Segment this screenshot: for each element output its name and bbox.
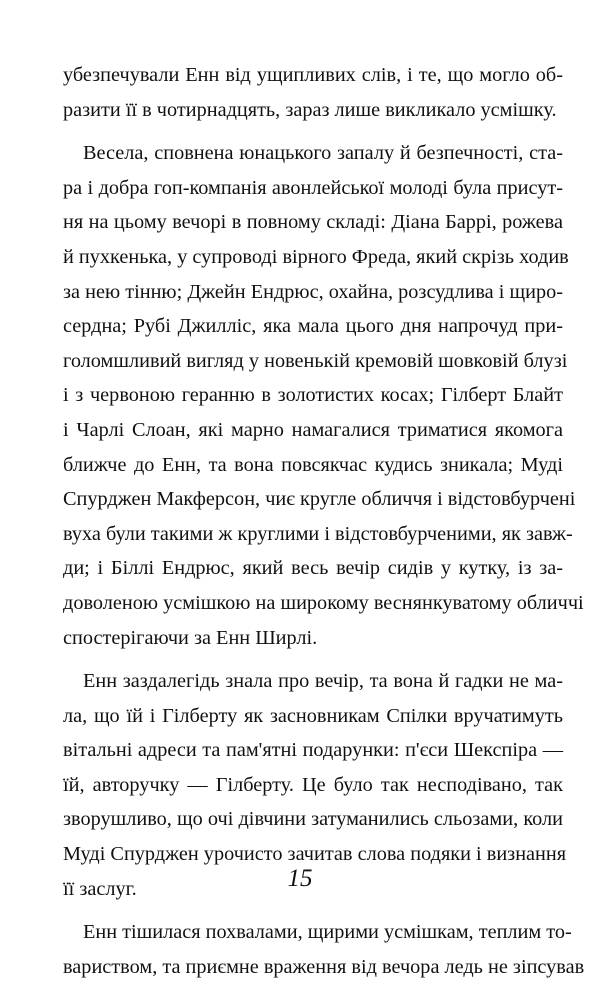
text-line: за нею тінню; Джейн Ендрюс, охайна, розсудлива і щиро- xyxy=(63,280,563,303)
paragraph-2 xyxy=(63,136,584,655)
text-line: ла, що їй і Гілберту як засновникам Спілки вручатимуть xyxy=(63,704,563,727)
text-line: сердна; Рубі Джилліс, яка мала цього дня напрочуд при- xyxy=(63,315,563,338)
text-line: і Чарлі Слоан, які марно намагалися триматися якомога xyxy=(63,418,563,441)
text-line: ди; і Біллі Ендрюс, який весь вечір сидів у кутку, із за- xyxy=(63,557,563,580)
text-line: ближче до Енн, та вона повсякчас кудись зникала; Муді xyxy=(63,453,563,476)
text-line: її заслуг. xyxy=(63,877,137,900)
text-line: ня на цьому вечорі в повному складі: Діана Баррі, рожева xyxy=(63,211,563,234)
text-line: голомшливий вигляд у новенькій кремовій шовковій блузі xyxy=(63,349,568,372)
text-line: доволеною усмішкою на широкому веснянкуватому обличчі xyxy=(63,591,584,614)
text-line: Весела, сповнена юнацького запалу й безпечності, ста- xyxy=(83,142,563,165)
book-page-text xyxy=(63,58,585,984)
text-line: Муді Спурджен урочисто зачитав слова подяки і визнання xyxy=(63,843,567,866)
text-line: спостерігаючи за Енн Ширлі. xyxy=(63,626,318,649)
paragraph-1 xyxy=(63,58,563,127)
text-line: разити її в чотирнадцять, зараз лише викликало усмішку. xyxy=(63,98,557,121)
text-line: Енн тішилася похвалами, щирими усмішкам, теплим то- xyxy=(83,921,572,944)
text-line: ра і добра гоп-компанія авонлейської молоді була присут- xyxy=(63,176,563,199)
text-line: зворушливо, що очі дівчини затуманились сльозами, коли xyxy=(63,808,563,831)
text-line: вуха були такими ж круглими і відстовбурченими, як завж- xyxy=(63,522,573,545)
text-line: і з червоною геранню в золотистих косах; Гілберт Блайт xyxy=(63,384,563,407)
text-line: Енн заздалегідь знала про вечір, та вона й гадки не ма- xyxy=(83,670,563,693)
text-line: убезпечували Енн від ущипливих слів, і те, що могло об- xyxy=(63,64,563,86)
text-line: Спурджен Макферсон, чиє кругле обличчя і відстовбурчені xyxy=(63,488,576,511)
text-line: вітальні адреси та пам'ятні подарунки: п'єси Шекспіра — xyxy=(63,739,563,762)
text-line: й пухкенька, у супроводі вірного Фреда, який скрізь ходив xyxy=(63,245,569,268)
text-line: вариством, та приємне враження від вечора ледь не зіпсував xyxy=(63,955,585,978)
text-line: їй, авторучку — Гілберту. Це було так несподівано, так xyxy=(63,773,563,796)
paragraph-4 xyxy=(63,915,585,984)
page-number: 15 xyxy=(287,865,313,892)
